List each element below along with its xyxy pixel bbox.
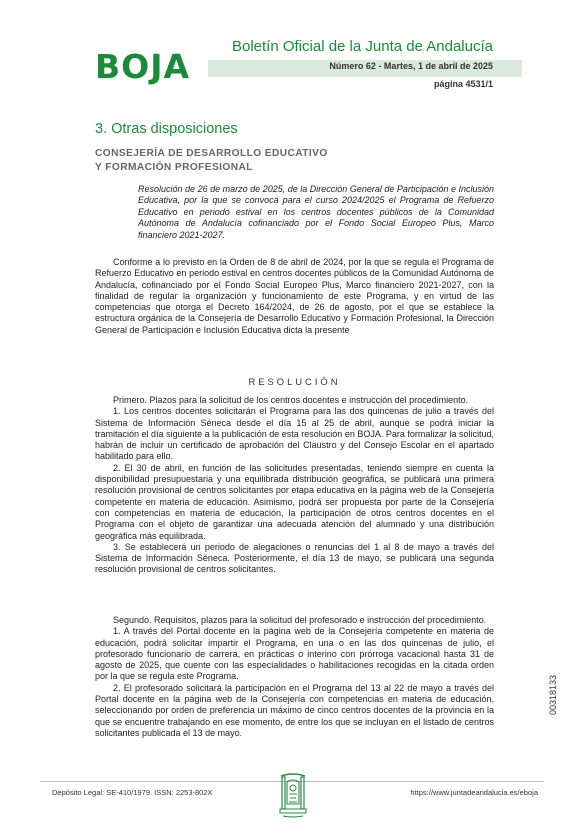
consejeria-line-1: CONSEJERÍA DE DESARROLLO EDUCATIVO: [95, 148, 328, 159]
boja-logo: BOJA: [95, 47, 191, 86]
resolution-summary: Resolución de 26 de marzo de 2025, de la Dirección General de Participación e Inclusión Educativa, por la que se convoca para el curso 2024/2025 el Programa de Refuerzo Educativo en periodo estival en los centros docentes públicos de la Comunidad Autónoma de Andalucía cofinanciado por el Fondo Social Europeo Plus, Marco financiero 2021-2027.: [138, 184, 494, 240]
primero-paragraph-1: 1. Los centros docentes solicitarán el Programa para las dos quincenas de julio a través del Sistema de Información Séneca desde el día 15 al 25 de abril, aunque se podrá iniciar la tramitación el día siguiente a la publicación de esta resolución en BOJA. Para formalizar la solicitud, habrán de incluir un certificado de aprobación del Claustro y del Consejo Escolar en el apartado habilitado para ello.: [95, 406, 494, 462]
primero-paragraph-3: 3. Se establecerá un periodo de alegaciones o renuncias del 1 al 8 de mayo a través del Sistema de Información Séneca. Posteriormente, el día 13 de mayo, se publicará una segunda resolución provisional de centros solicitantes.: [95, 541, 494, 575]
resolution-heading: RESOLUCIÓN: [248, 376, 341, 387]
document-code: 00318133: [548, 674, 558, 715]
legal-deposit: Depósito Legal: SE-410/1979. ISSN: 2253-802X: [52, 788, 213, 797]
page-number: página 4531/1: [433, 79, 493, 89]
segundo-paragraph-1: 1. A través del Portal docente en la página web de la Consejería competente en materia de educación, podrá solicitar impartir el Programa, en una o en las dos quincenas de julio, el profesorado funcionario de carrera, en prácticas o interino con prórroga vacacional hasta 31 de agosto de 2025, que cuente con las especialidades o habilitaciones recogidas en la citada orden por la que se regula este Programa.: [95, 626, 494, 682]
segundo-paragraph-2: 2. El profesorado solicitará la participación en el Programa del 13 al 22 de mayo a través del Portal docente en la página web de la Consejería con competencias en materia de educación, seleccionando por orden de preferencia un máximo de cinco centros docentes de la provincia en la que se encuentre trabajando en ese momento, de entre los que se incluyan en el listado de centros solicitantes publicada el 13 de mayo.: [95, 682, 494, 738]
consejeria-name: [95, 147, 328, 174]
junta-andalucia-emblem-icon: [278, 772, 308, 818]
primero-paragraph-2: 2. El 30 de abril, en función de las solicitudes presentadas, teniendo siempre en cuenta la disponibilidad presupuestaria y una equilibrada distribución geográfica, se publicará una primera resolución provisional de centros solicitantes por etapa educativa en la página web de la Consejería competente en materia de educación. Asimismo, podrá ser propuesta por parte de la Consejería con competencias en materia de educación, la participación de otros centros docentes en el Programa con el objeto de garantizar una adecuada atención del alumnado y una distribución geográfica más equilibrada.: [95, 462, 494, 541]
article-segundo: [95, 615, 494, 739]
intro-text: Conforme a lo previsto en la Orden de 8 de abril de 2024, por la que se regula el Programa de Refuerzo Educativo en periodo estival en centros docentes públicos de la Comunidad Autónoma de Andalucía, cofinanciado por el Fondo Social Europeo Plus, Marco financiero 2021-2027, con la finalidad de regular la organización y funcionamiento de este Programa, y en virtud de las competencias que otorga el Decreto 164/2024, de 26 de agosto, por el que se establece la estructura orgánica de la Consejería de Desarrollo Educativo y Formación Profesional, la Dirección General de Participación e Inclusión Educativa dicta la presente: [95, 257, 494, 335]
segundo-heading: Segundo. Requisitos, plazos para la solicitud del profesorado e instrucción del procedimiento.: [113, 615, 487, 625]
primero-heading: Primero. Plazos para la solicitud de los centros docentes e instrucción del procedimiento.: [113, 395, 469, 405]
issue-number-date: Número 62 - Martes, 1 de abril de 2025: [329, 61, 493, 71]
intro-paragraph: [95, 257, 494, 336]
section-title: 3. Otras disposiciones: [95, 121, 238, 137]
consejeria-line-2: Y FORMACIÓN PROFESIONAL: [95, 161, 253, 173]
bulletin-title: Boletín Oficial de la Junta de Andalucía: [231, 38, 493, 55]
footer-url[interactable]: https://www.juntadeandalucia.es/eboja: [410, 788, 538, 797]
article-primero: [95, 395, 494, 576]
